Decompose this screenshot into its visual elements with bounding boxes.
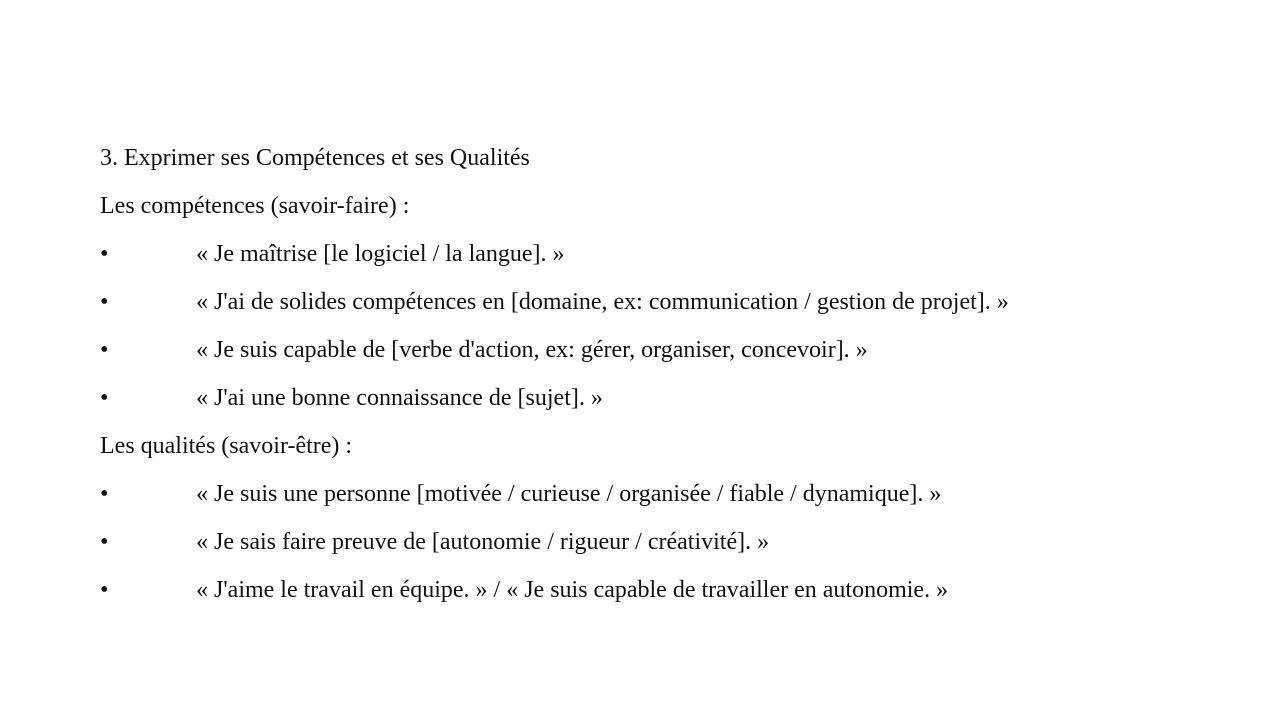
list-item-text: « Je suis une personne [motivée / curieuse / organisée / fiable / dynamique]. »: [196, 481, 942, 507]
list-item-text: « J'ai de solides compétences en [domaine, ex: communication / gestion de projet]. »: [196, 289, 1009, 315]
bullet-icon: •: [100, 289, 109, 315]
list-item-text: « J'ai une bonne connaissance de [sujet]. »: [196, 385, 603, 411]
qualites-label: Les qualités (savoir-être) :: [100, 433, 353, 459]
list-item-text: « J'aime le travail en équipe. » / « Je suis capable de travailler en autonomie. »: [196, 577, 949, 603]
list-item: [100, 230, 1220, 278]
list-item-text: « Je sais faire preuve de [autonomie / rigueur / créativité]. »: [196, 529, 770, 555]
bullet-icon: •: [100, 529, 109, 555]
document-body: [100, 134, 1220, 614]
list-item-text: « Je maîtrise [le logiciel / la langue]. »: [196, 241, 565, 267]
list-item: [100, 470, 1220, 518]
bullet-icon: •: [100, 337, 109, 363]
competences-label: Les compétences (savoir-faire) :: [100, 193, 410, 219]
list-item: [100, 278, 1220, 326]
bullet-icon: •: [100, 481, 109, 507]
list-item: [100, 518, 1220, 566]
bullet-icon: •: [100, 385, 109, 411]
bullet-icon: •: [100, 241, 109, 267]
list-item: [100, 326, 1220, 374]
list-item-text: « Je suis capable de [verbe d'action, ex: gérer, organiser, concevoir]. »: [196, 337, 868, 363]
section-heading: 3. Exprimer ses Compétences et ses Qualités: [100, 145, 530, 171]
list-item: [100, 374, 1220, 422]
bullet-icon: •: [100, 577, 109, 603]
list-item: [100, 566, 1220, 614]
